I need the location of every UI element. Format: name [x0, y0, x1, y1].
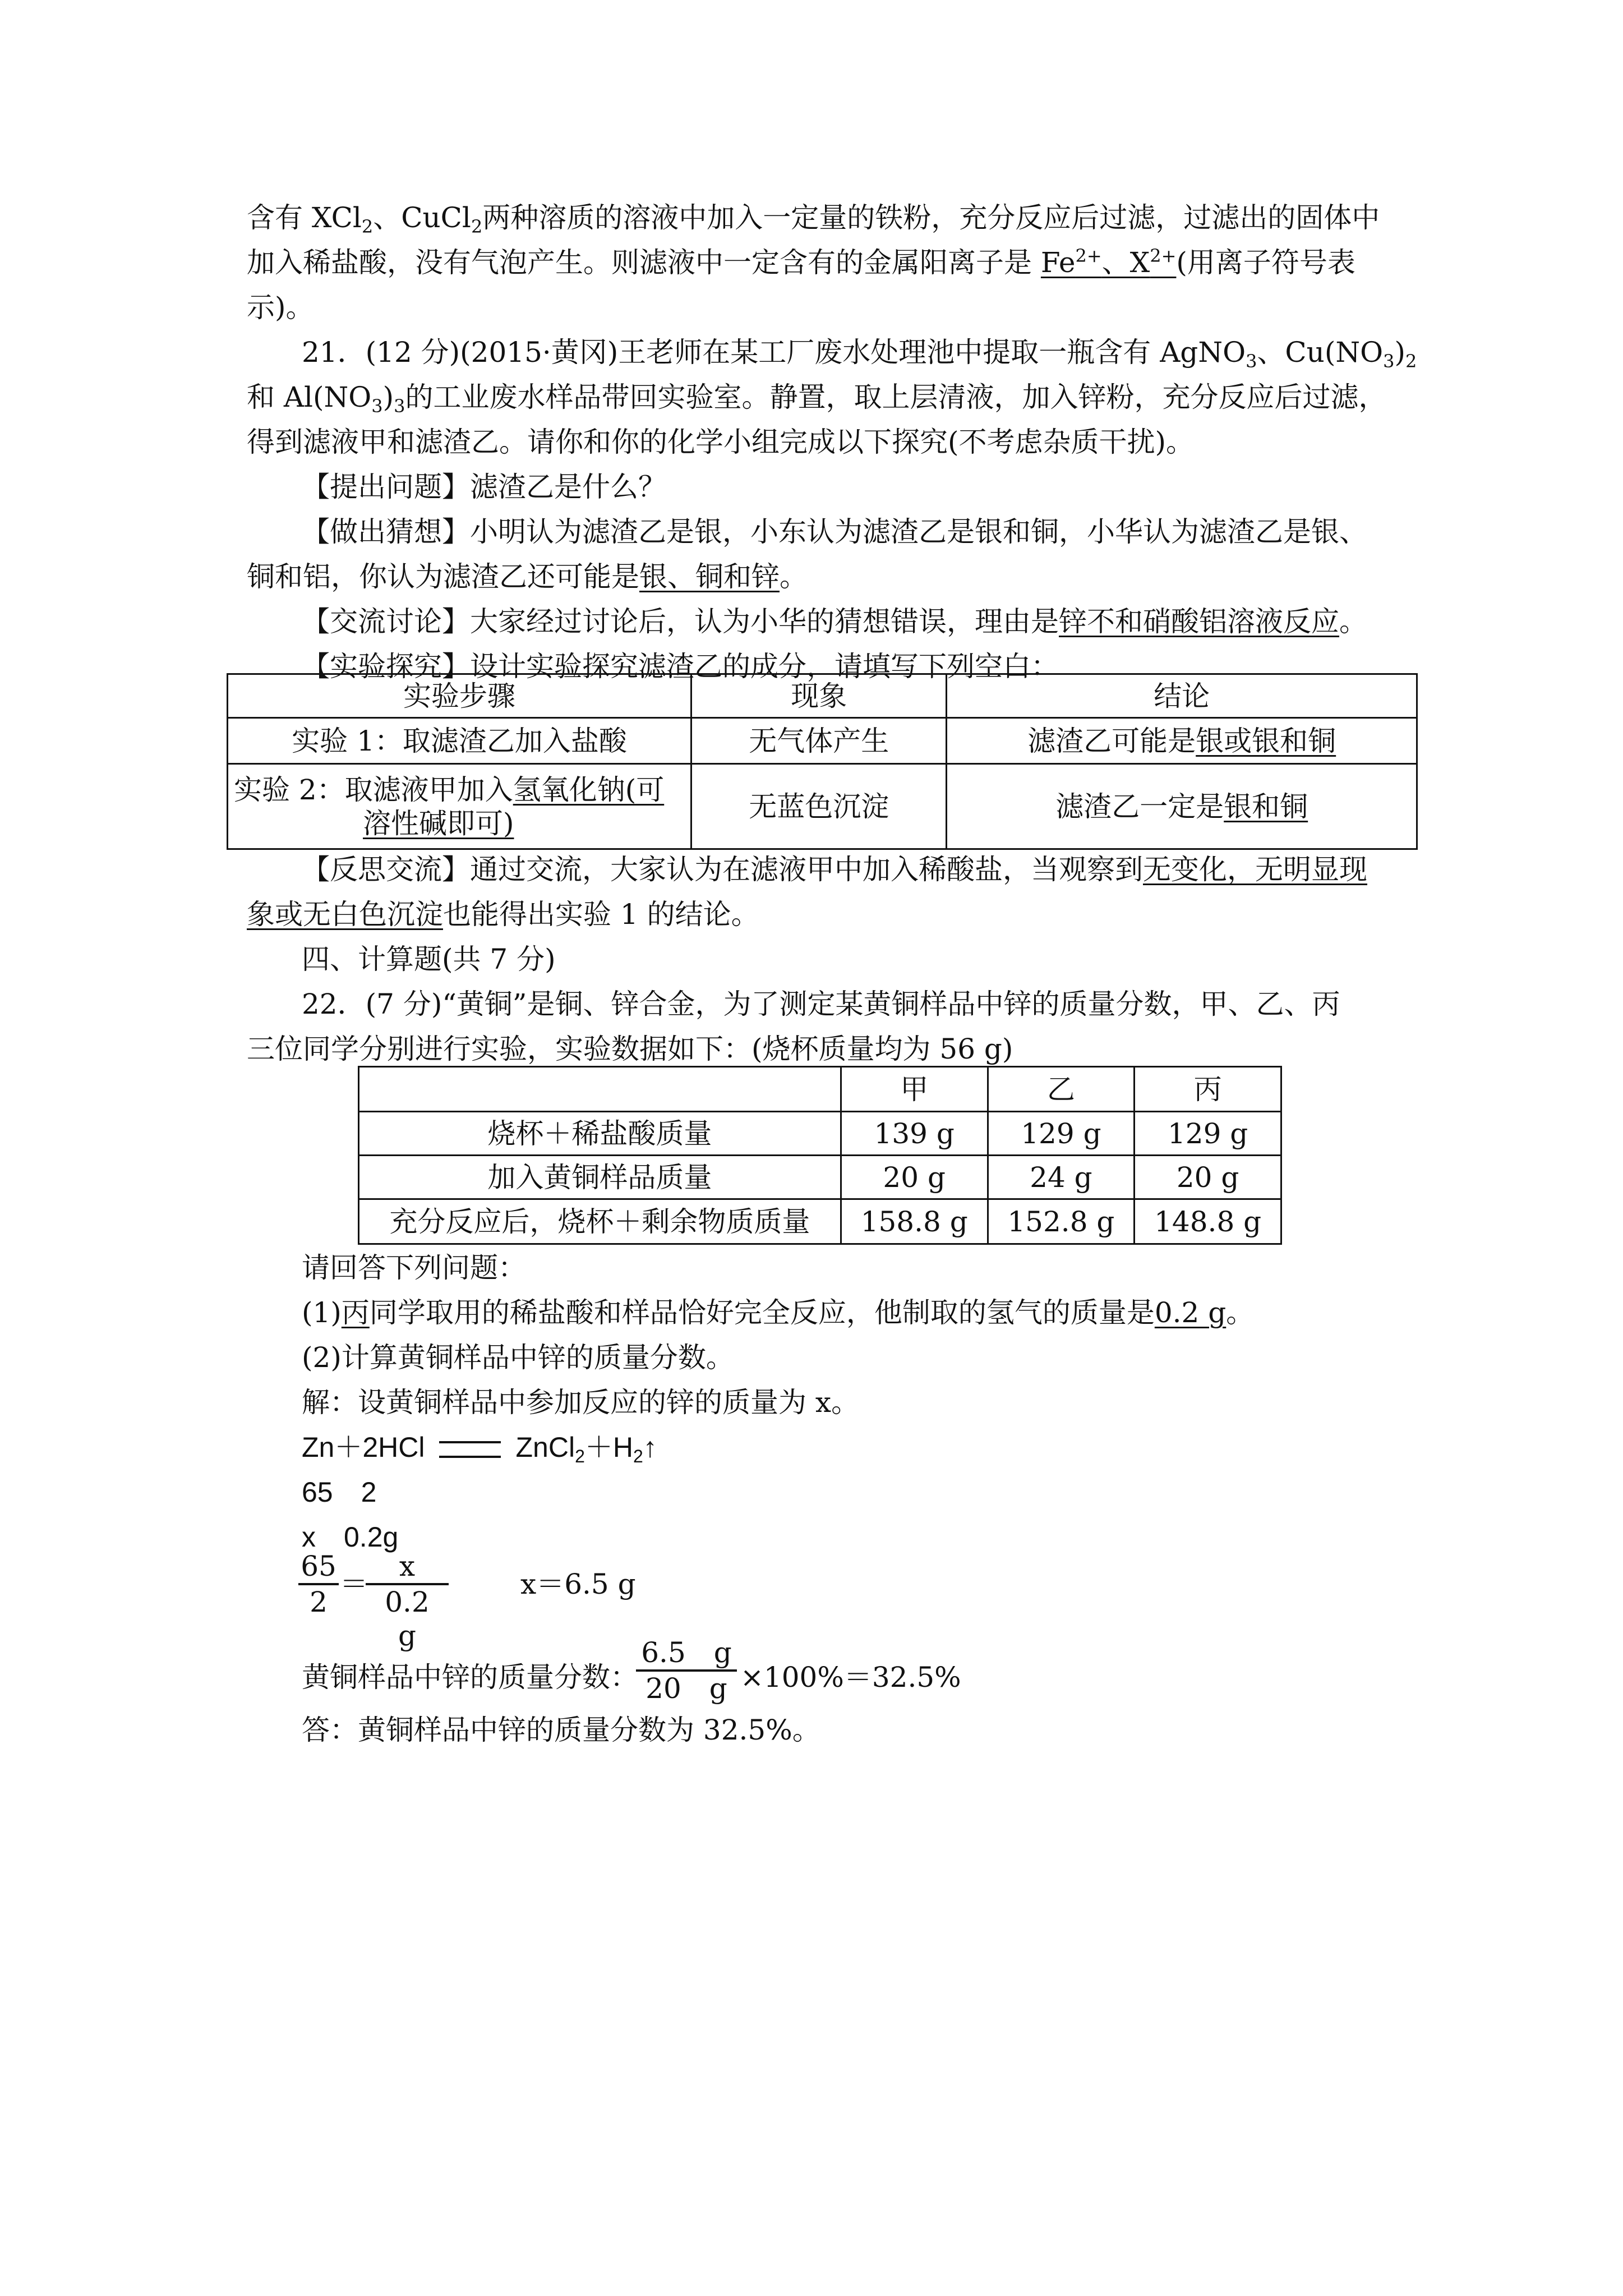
table-cell: 充分反应后，烧杯＋剩余物质质量	[359, 1199, 841, 1244]
section-heading: 四、计算题(共 7 分)	[302, 943, 556, 976]
table-cell: 烧杯＋稀盐酸质量	[359, 1112, 841, 1156]
q21-explore: 【实验探究】设计实验探究滤渣乙的成分，请填写下列空白：	[302, 650, 1059, 683]
table-row	[359, 1112, 1281, 1156]
table-cell: 20 g	[841, 1156, 988, 1199]
table-cell: 无蓝色沉淀	[691, 764, 947, 849]
gas-arrow-icon: ↑	[643, 1432, 657, 1463]
table-header	[359, 1067, 841, 1112]
answer-hydrogen-mass: 0.2 g	[1154, 1296, 1227, 1329]
q21-guess-2: 铜和铝，你认为滤渣乙还可能是银、铜和锌。	[247, 560, 808, 593]
data-table	[358, 1066, 1282, 1245]
q22-solution-intro: 解：设黄铜样品中参加反应的锌的质量为 x。	[302, 1386, 860, 1419]
fraction-65-2: $\frac{65}{2}$	[298, 1549, 339, 1619]
table-cell: 20 g	[1135, 1156, 1281, 1199]
q22-answer-intro: 请回答下列问题：	[302, 1251, 526, 1284]
table-cell: 无气体产生	[691, 718, 947, 764]
table-header: 现象	[691, 674, 947, 718]
table-header: 甲	[841, 1067, 988, 1112]
q22-line-2: 三位同学分别进行实验，实验数据如下：(烧杯质量均为 56 g)	[247, 1033, 1013, 1065]
equals-sign: ＝	[340, 1568, 368, 1600]
table-cell: 129 g	[1135, 1112, 1281, 1156]
table-row	[359, 1199, 1281, 1244]
q21-line-1: 21．(12 分)(2015·黄冈)王老师在某工厂废水处理池中提取一瓶含有 AgNO$_3$、$Cu(NO_3)_2$	[302, 336, 1417, 372]
q21-ask: 【提出问题】滤渣乙是什么？	[302, 471, 666, 503]
q21-guess-1: 【做出猜想】小明认为滤渣乙是银，小东认为滤渣乙是银和铜，小华认为滤渣乙是银、	[302, 516, 1367, 548]
answer-reagent-cont: 溶性碱即可)	[363, 807, 514, 840]
table-cell: 152.8 g	[988, 1199, 1135, 1244]
answer-reflect-cont: 象或无白色沉淀	[247, 898, 443, 931]
answer-ions: $Fe^{2+}$、$X^{2+}$	[1040, 245, 1177, 279]
final-answer: 答：黄铜样品中锌的质量分数为 32.5%。	[302, 1714, 820, 1746]
q22-part-1: (1)丙同学取用的稀盐酸和样品恰好完全反应，他制取的氢气的质量是0.2 g。	[302, 1296, 1255, 1329]
q21-line-3: 得到滤液甲和滤渣乙。请你和你的化学小组完成以下探究(不考虑杂质干扰)。	[247, 426, 1195, 458]
table-header: 乙	[988, 1067, 1135, 1112]
answer-reflect: 无变化，无明显现	[1143, 853, 1367, 886]
answer-reason: 锌不和硝酸铝溶液反应	[1059, 605, 1339, 638]
intro-line-1: 含有 XCl$_2$、CuCl$_2$两种溶质的溶液中加入一定量的铁粉，充分反应后过滤，过滤出的固体中	[247, 201, 1380, 237]
result-x: x＝6.5 g	[520, 1568, 636, 1600]
experiment-table	[227, 673, 1418, 850]
q22-part-2: (2)计算黄铜样品中锌的质量分数。	[302, 1341, 734, 1374]
answer-guess: 银、铜和锌	[639, 560, 780, 593]
q21-reflect-2: 象或无白色沉淀也能得出实验 1 的结论。	[247, 898, 759, 931]
fraction-6.5g-20g: $\frac{6.5 g}{20 g}$	[636, 1636, 737, 1705]
fraction-x-0.2g: $\frac{x}{0.2 g}$	[366, 1549, 449, 1653]
ratio-line-1: 65 2	[302, 1476, 377, 1508]
table-cell: 滤渣乙可能是银或银和铜	[947, 718, 1417, 764]
table-cell: 129 g	[988, 1112, 1135, 1156]
intro-line-2: 加入稀盐酸，没有气泡产生。则滤液中一定含有的金属阳离子是 $Fe^{2+}$、$X^{2+}$(用离子符号表	[247, 245, 1355, 279]
table-cell: 139 g	[841, 1112, 988, 1156]
q22-line-1: 22．(7 分)“黄铜”是铜、锌合金，为了测定某黄铜样品中锌的质量分数，甲、乙、丙	[302, 988, 1340, 1020]
ratio-line-2: x 0.2g	[302, 1521, 399, 1553]
chemical-equation: Zn＋2HCl $ZnCl_2+H_2↑$	[302, 1432, 657, 1466]
answer-conclusion-2: 银和铜	[1224, 790, 1308, 823]
answer-student: 丙	[341, 1296, 370, 1329]
equation-equals	[439, 1441, 501, 1458]
table-cell: 实验 1：取滤渣乙加入盐酸	[228, 718, 691, 764]
table-header: 结论	[947, 674, 1417, 718]
answer-reagent: 氢氧化钠(可	[513, 773, 665, 806]
q21-discuss: 【交流讨论】大家经过讨论后，认为小华的猜想错误，理由是锌不和硝酸铝溶液反应。	[302, 605, 1367, 638]
table-row	[228, 718, 1417, 764]
table-header-row	[359, 1067, 1281, 1112]
q21-line-2: 和 $Al(NO_3)_3$的工业废水样品带回实验室。静置，取上层清液，加入锌粉，充分反应后过滤，	[247, 381, 1387, 417]
table-cell: 加入黄铜样品质量	[359, 1156, 841, 1199]
table-header-row	[228, 674, 1417, 718]
table-cell: 24 g	[988, 1156, 1135, 1199]
table-cell: 148.8 g	[1135, 1199, 1281, 1244]
intro-line-3: 示)。	[247, 291, 314, 324]
mass-fraction-result: ×100%＝32.5%	[740, 1661, 961, 1694]
table-row	[228, 764, 1417, 849]
mass-fraction-label: 黄铜样品中锌的质量分数：	[302, 1661, 638, 1694]
table-cell: 实验 2：取滤液甲加入氢氧化钠(可 溶性碱即可)	[228, 764, 691, 849]
table-cell: 滤渣乙一定是银和铜	[947, 764, 1417, 849]
q21-reflect-1: 【反思交流】通过交流，大家认为在滤液甲中加入稀酸盐，当观察到无变化，无明显现	[302, 853, 1367, 886]
answer-conclusion-1: 银或银和铜	[1196, 724, 1336, 757]
table-row	[359, 1156, 1281, 1199]
table-header: 丙	[1135, 1067, 1281, 1112]
table-header: 实验步骤	[228, 674, 691, 718]
table-cell: 158.8 g	[841, 1199, 988, 1244]
